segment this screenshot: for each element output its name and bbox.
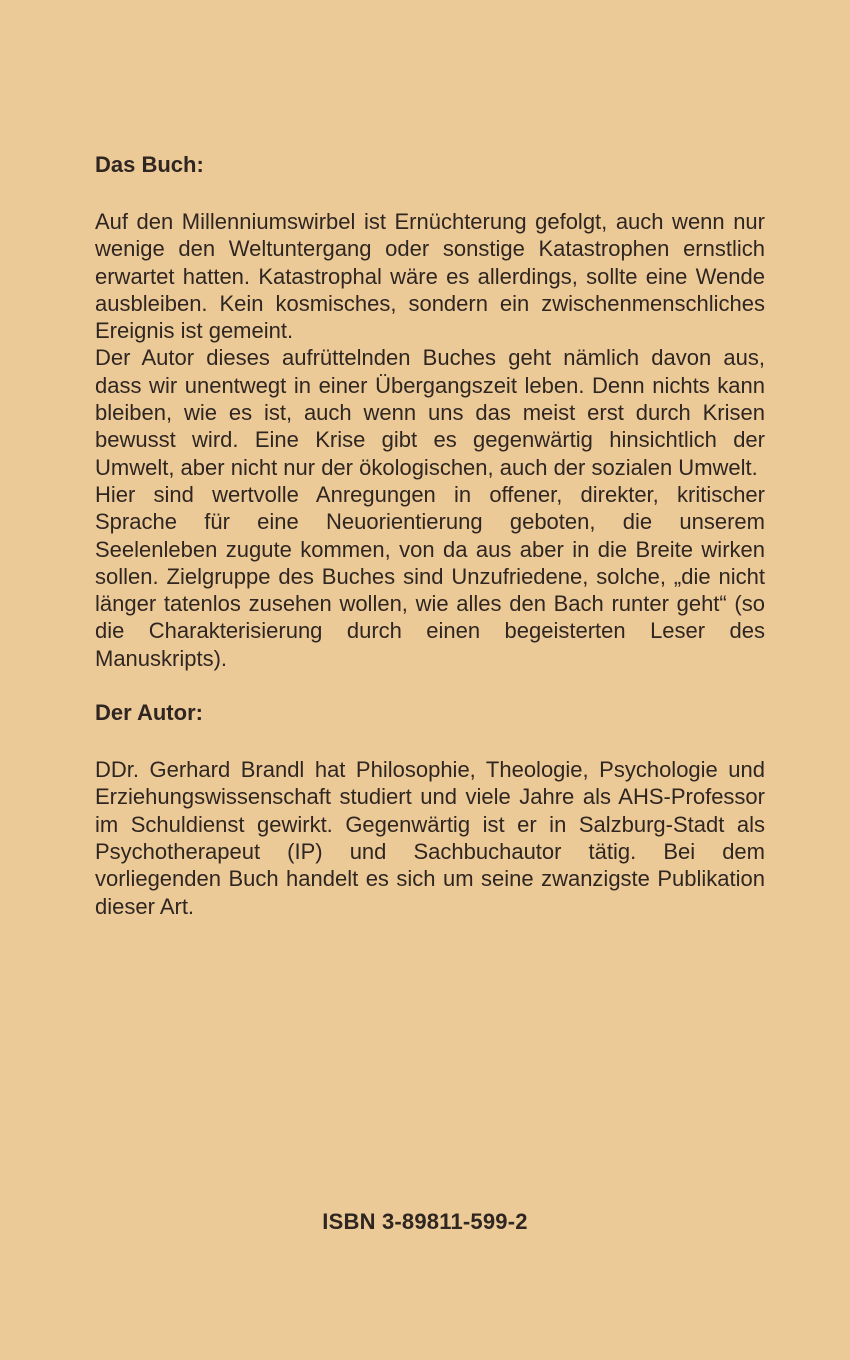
book-paragraph-1: Auf den Millenniumswirbel ist Ernüchterung gefolgt, auch wenn nur wenige den Weltuntergang oder sonstige Katastrophen ernstlich erwartet hatten. Katastrophal wäre es allerdings, sollte eine Wende ausbleiben. Kein kosmisches, sondern ein zwischenmenschliches Ereignis ist gemeint. [95, 209, 765, 344]
author-section [95, 698, 765, 920]
book-section [95, 150, 765, 672]
book-paragraph-2: Der Autor dieses aufrüttelnden Buches geht nämlich davon aus, dass wir unentwegt in einer Übergangszeit leben. Denn nichts kann bleiben, wie es ist, auch wenn uns das meist erst durch Krisen bewusst wird. Eine Krise gibt es gegenwärtig hinsichtlich der Umwelt, aber nicht nur der ökologischen, auch der sozialen Umwelt. [95, 345, 765, 480]
back-cover-text [95, 150, 765, 920]
author-paragraph: DDr. Gerhard Brandl hat Philosophie, Theologie, Psychologie und Erziehungswissenschaft studiert und viele Jahre als AHS-Professor im Schuldienst gewirkt. Gegenwärtig ist er in Salzburg-Stadt als Psychotherapeut (IP) und Sachbuchautor tätig. Bei dem vorliegenden Buch handelt es sich um seine zwanzigste Publikation dieser Art. [95, 757, 765, 919]
author-heading: Der Autor: [95, 700, 203, 726]
book-paragraph-3: Hier sind wertvolle Anregungen in offener, direkter, kritischer Sprache für eine Neuorientierung geboten, die unserem Seelenleben zugute kommen, von da aus aber in die Breite wirken sollen. Zielgruppe des Buches sind Unzufriedene, solche, „die nicht länger tatenlos zusehen wollen, wie alles den Bach runter geht“ (so die Charakterisierung durch einen begeisterten Leser des Manuskripts). [95, 481, 765, 671]
isbn-number: ISBN 3-89811-599-2 [322, 1209, 528, 1234]
book-heading: Das Buch: [95, 152, 204, 177]
